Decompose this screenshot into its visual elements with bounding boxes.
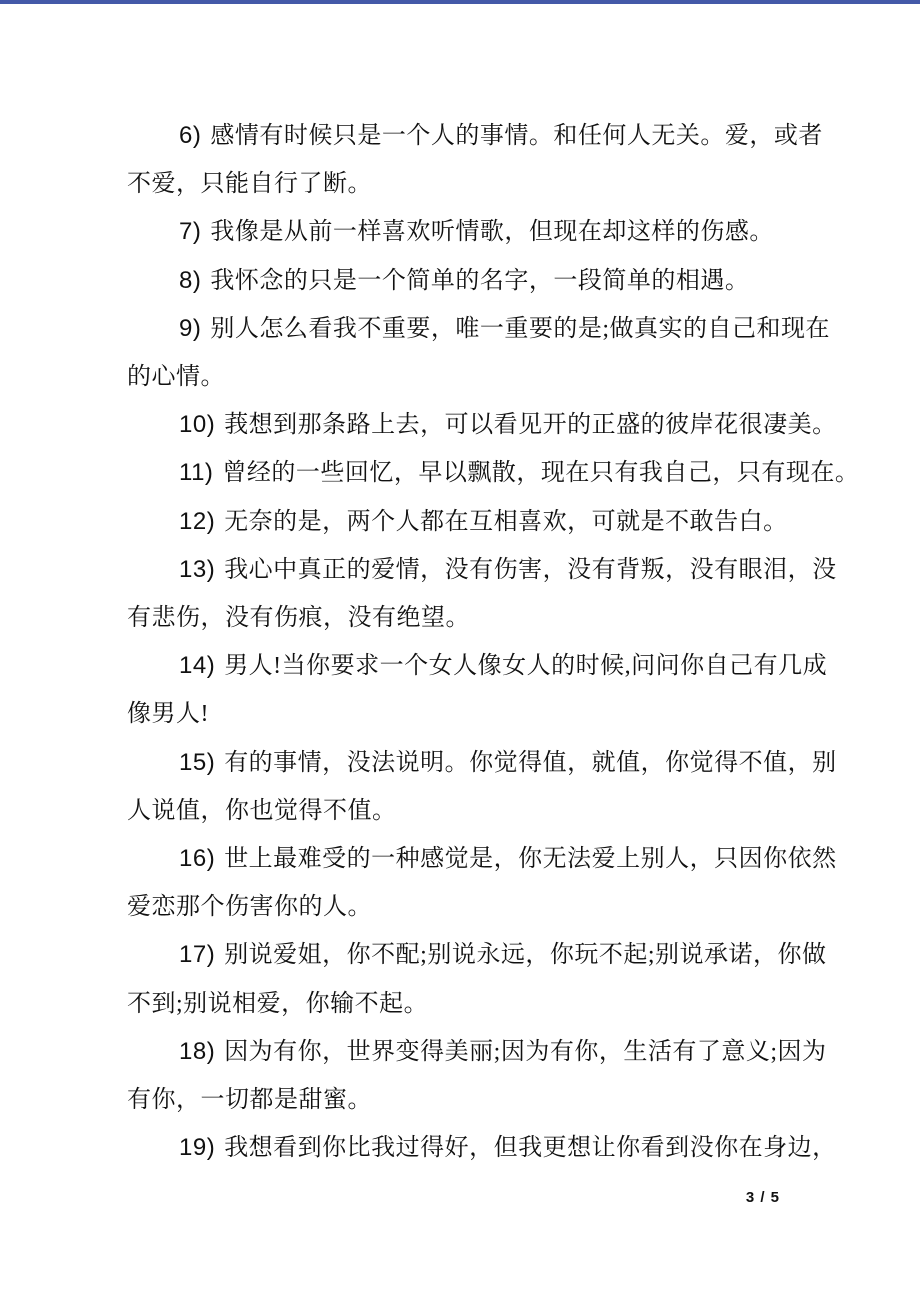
line-text: 男人!当你要求一个女人像女人的时候,问问你自己有几成 bbox=[224, 653, 828, 680]
text-line bbox=[127, 305, 863, 353]
list-number: 7) bbox=[179, 218, 202, 246]
text-line: 不到;别说相爱，你输不起。 bbox=[127, 990, 429, 1017]
line-text: 有的事情，没法说明。你觉得值，就值，你觉得不值，别 bbox=[224, 749, 837, 776]
text-line bbox=[127, 498, 863, 546]
text-line bbox=[127, 1124, 863, 1172]
list-number: 6) bbox=[179, 122, 202, 149]
text-line bbox=[127, 208, 863, 256]
line-text: 别人怎么看我不重要，唯一重要的是;做真实的自己和现在 bbox=[210, 315, 831, 342]
text-line bbox=[127, 257, 863, 305]
list-number: 10) bbox=[179, 411, 216, 439]
line-text: 我像是从前一样喜欢听情歌，但现在却这样的伤感。 bbox=[210, 219, 774, 246]
list-number: 9) bbox=[179, 314, 202, 342]
line-text: 我心中真正的爱情，没有伤害，没有背叛，没有眼泪，没 bbox=[224, 556, 837, 583]
text-line: 不爱，只能自行了断。 bbox=[127, 171, 372, 198]
line-text: 莪想到那条路上去，可以看见开的正盛的彼岸花很凄美。 bbox=[224, 412, 837, 439]
list-number: 8) bbox=[179, 266, 202, 294]
text-line bbox=[127, 739, 863, 787]
list-number: 13) bbox=[179, 555, 216, 583]
list-number: 12) bbox=[179, 507, 216, 535]
list-number: 16) bbox=[179, 845, 216, 873]
list-number: 14) bbox=[179, 652, 216, 680]
text-line bbox=[127, 642, 863, 690]
text-line: 有悲伤，没有伤痕，没有绝望。 bbox=[127, 605, 470, 632]
line-text: 无奈的是，两个人都在互相喜欢，可就是不敢告白。 bbox=[224, 508, 788, 535]
line-text: 别说爱姐，你不配;别说永远，你玩不起;别说承诺，你做 bbox=[224, 942, 827, 969]
list-number: 15) bbox=[179, 748, 216, 776]
text-line: 有你，一切都是甜蜜。 bbox=[127, 1087, 372, 1114]
text-line bbox=[127, 835, 863, 883]
text-line bbox=[127, 546, 863, 594]
text-line: 的心情。 bbox=[127, 364, 225, 391]
text-line: 人说值，你也觉得不值。 bbox=[127, 797, 397, 824]
text-line bbox=[127, 112, 863, 160]
text-line bbox=[127, 401, 863, 449]
top-border-line bbox=[0, 0, 920, 4]
line-text: 我想看到你比我过得好，但我更想让你看到没你在身边， bbox=[224, 1135, 837, 1162]
line-text: 感情有时候只是一个人的事情。和任何人无关。爱，或者 bbox=[210, 123, 823, 149]
line-text: 曾经的一些回忆，早以飘散，现在只有我自己，只有现在。 bbox=[222, 460, 860, 487]
page-number: 3 / 5 bbox=[745, 1189, 780, 1206]
text-line bbox=[127, 449, 863, 497]
list-number: 17) bbox=[179, 941, 216, 969]
line-text: 我怀念的只是一个简单的名字，一段简单的相遇。 bbox=[210, 267, 750, 294]
list-number: 19) bbox=[179, 1134, 216, 1162]
text-line: 像男人! bbox=[127, 701, 209, 728]
document-body-text bbox=[127, 112, 863, 1172]
list-number: 11) bbox=[179, 459, 214, 487]
line-text: 世上最难受的一种感觉是，你无法爱上别人，只因你依然 bbox=[224, 846, 837, 873]
text-line: 爱恋那个伤害你的人。 bbox=[127, 894, 372, 921]
list-number: 18) bbox=[179, 1037, 216, 1065]
text-line bbox=[127, 931, 863, 979]
line-text: 因为有你，世界变得美丽;因为有你，生活有了意义;因为 bbox=[224, 1038, 827, 1065]
text-line bbox=[127, 1028, 863, 1076]
